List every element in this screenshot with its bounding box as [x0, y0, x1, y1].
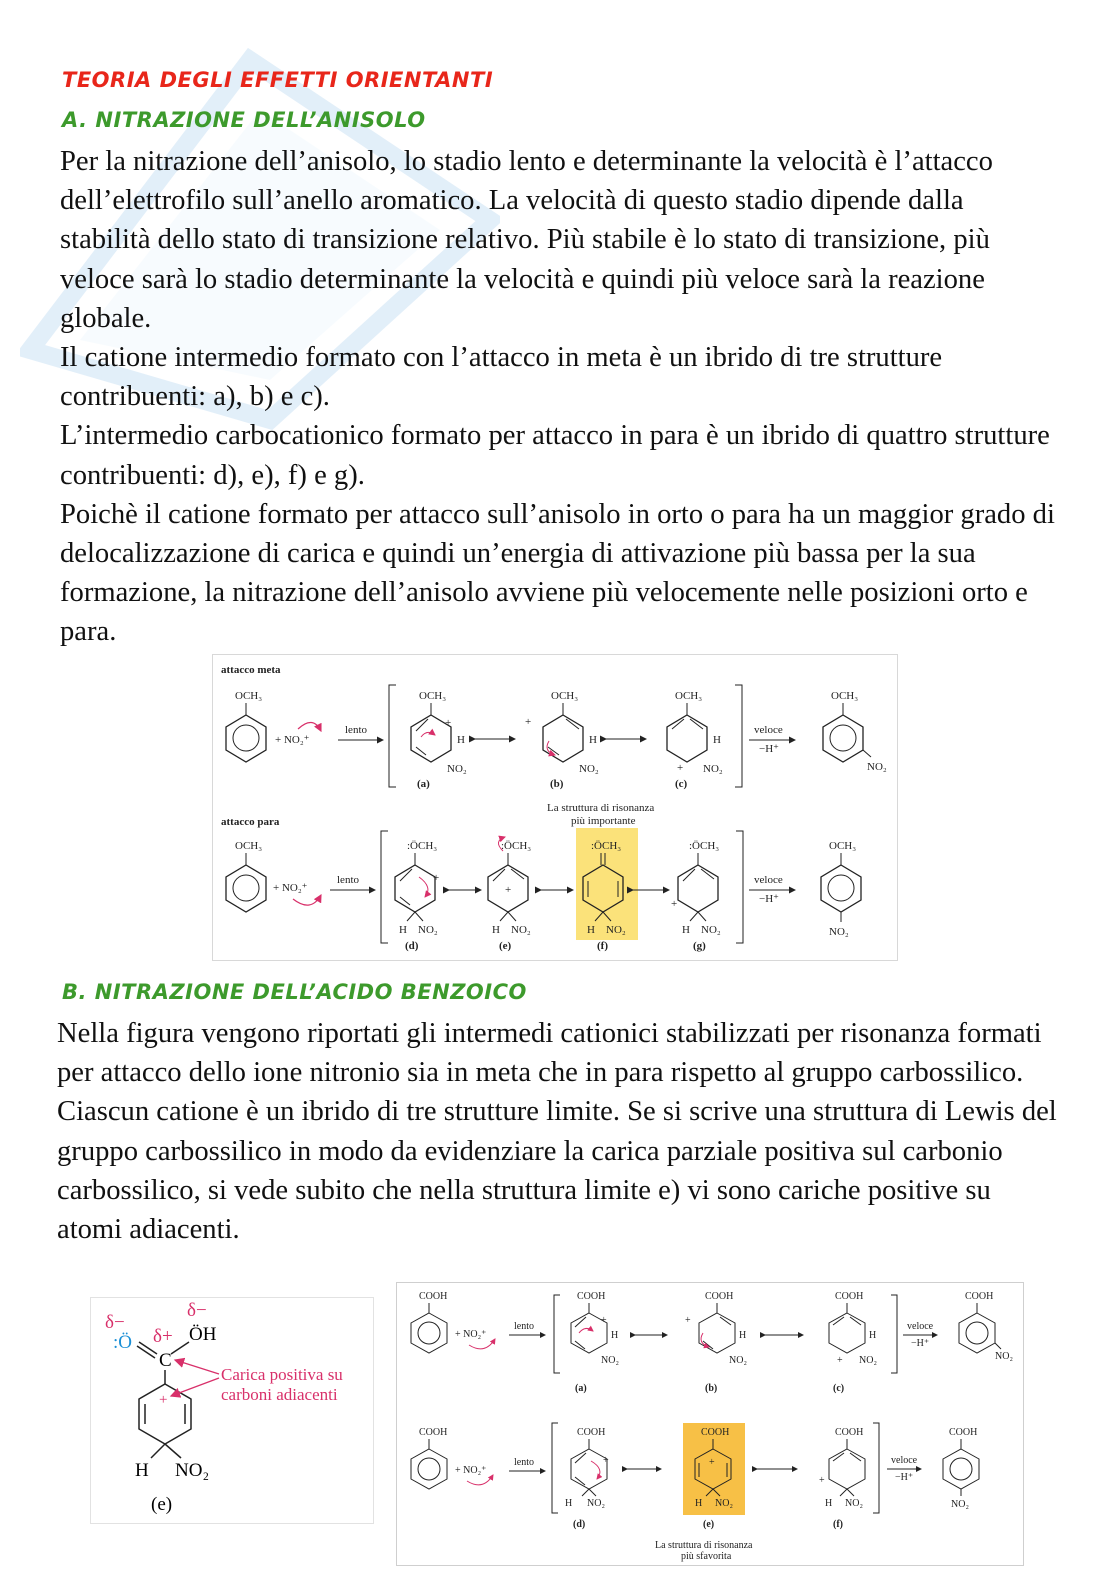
svg-text:+: +: [819, 1475, 825, 1486]
benzoic-acid-nitration-figure: [396, 1282, 1024, 1566]
tag-g: (g): [693, 940, 706, 952]
svg-text:H: H: [492, 924, 500, 936]
section-a-heading: A. NITRAZIONE DELL’ANISOLO: [62, 108, 426, 132]
reagent-label: + NO₂⁺: [275, 734, 310, 746]
curved-arrow-icon: [298, 722, 321, 731]
page-title: TEORIA DEGLI EFFETTI ORIENTANTI: [62, 68, 494, 92]
svg-text::ÖCH₃: :ÖCH₃: [591, 840, 622, 852]
tag-d: (d): [573, 1519, 586, 1530]
important-note: più importante: [571, 815, 636, 827]
section-a-text: [60, 142, 1060, 652]
bracket-icon: [552, 1423, 558, 1513]
svg-text:NO₂: NO₂: [606, 924, 626, 936]
svg-text:OCH₃: OCH₃: [829, 840, 857, 852]
svg-text:+: +: [159, 1392, 168, 1408]
svg-text:−H⁺: −H⁺: [911, 1338, 930, 1349]
svg-text:lento: lento: [337, 874, 359, 886]
para-product: [821, 840, 861, 938]
delta-minus-label: δ−: [187, 1300, 207, 1321]
svg-text:NO₂: NO₂: [867, 761, 887, 773]
hydrogen-label: H: [135, 1460, 149, 1481]
bracket-icon: [891, 1295, 897, 1373]
svg-text:COOH: COOH: [965, 1291, 994, 1302]
tag-a: (a): [575, 1383, 587, 1394]
svg-text:veloce: veloce: [891, 1455, 918, 1466]
svg-text:H: H: [869, 1330, 877, 1341]
svg-text:OCH₃: OCH₃: [675, 690, 703, 702]
benzoic-reactant-meta: [411, 1291, 447, 1353]
svg-text:H: H: [739, 1330, 747, 1341]
fast-label: veloce: [754, 724, 783, 736]
section-b-paragraph: Nella figura vengono riportati gli intermedi cationici stabilizzati per risonanza formati per attacco dello ione nitronio sia in meta che in para rispetto al gruppo carbossilico. Ciascun catione è un ibrido di tre strutture limite. Se si scrive una struttura di Lewis del gruppo carbossilico in modo da evidenziare la carica parziale positiva sul carbonio carbossilico, si vede subito che nella struttura limite e) vi sono cariche positive su atomi adiacenti.: [57, 1018, 1057, 1246]
bracket-icon: [873, 1423, 879, 1513]
tag-f: (f): [597, 940, 608, 952]
tag-d: (d): [405, 940, 419, 952]
curved-arrow-icon: [293, 895, 321, 905]
svg-text:+ NO₂⁺: + NO₂⁺: [273, 882, 308, 894]
svg-text:+: +: [671, 898, 678, 910]
svg-text:COOH: COOH: [419, 1427, 448, 1438]
section-b-text: [57, 1014, 1062, 1249]
structure-d: [565, 1427, 609, 1530]
svg-text:H: H: [457, 734, 465, 746]
structure-a: [571, 1291, 619, 1394]
meta-product: [959, 1291, 1013, 1362]
svg-text:H: H: [682, 924, 690, 936]
structure-a: [411, 690, 467, 790]
svg-text:NO₂: NO₂: [859, 1355, 877, 1366]
svg-text:COOH: COOH: [835, 1291, 864, 1302]
section-a-paragraph: Per la nitrazione dell’anisolo, lo stadio lento e determinante la velocità è l’attacco dell’elettrofilo sull’anello aromatico. La velocità di questo stadio dipende dalla stabilità dello stato di transizione relativo. Più stabile è lo stato di transizione, più veloce sarà lo stadio determinante la velocità e quindi più veloce sarà la reazione globale.: [60, 146, 993, 334]
anisole-reactant-para: [226, 840, 266, 912]
svg-text:COOH: COOH: [577, 1427, 606, 1438]
tag-a: (a): [417, 778, 430, 790]
svg-text:NO₂: NO₂: [418, 924, 438, 936]
svg-text:NO₂: NO₂: [715, 1498, 733, 1509]
svg-text:veloce: veloce: [754, 874, 783, 886]
svg-text:NO₂: NO₂: [701, 924, 721, 936]
svg-text:H: H: [713, 734, 721, 746]
svg-text:+: +: [445, 717, 452, 729]
svg-text::ÖCH₃: :ÖCH₃: [501, 840, 532, 852]
svg-text::ÖCH₃: :ÖCH₃: [689, 840, 720, 852]
anisole-reactant-meta: [226, 690, 266, 762]
attacco-meta-label: attacco meta: [221, 664, 281, 676]
svg-text:+: +: [433, 872, 440, 884]
tag-e: (e): [499, 940, 512, 952]
lewis-structure-figure: [90, 1297, 374, 1524]
structure-g: [671, 840, 721, 952]
svg-text:+: +: [603, 1455, 609, 1466]
tag-b: (b): [550, 778, 564, 790]
svg-text:−H⁺: −H⁺: [759, 893, 779, 905]
svg-text:+: +: [685, 1315, 691, 1326]
svg-text:COOH: COOH: [835, 1427, 864, 1438]
svg-text:+: +: [709, 1457, 715, 1468]
svg-text:OCH₃: OCH₃: [551, 690, 579, 702]
svg-text:COOH: COOH: [949, 1427, 978, 1438]
svg-text:+: +: [505, 884, 512, 896]
svg-text:OCH₃: OCH₃: [235, 690, 263, 702]
carboxyl-carbon: C: [159, 1350, 172, 1371]
svg-text:+: +: [677, 762, 684, 774]
svg-text:veloce: veloce: [907, 1321, 934, 1332]
bracket-icon: [389, 685, 396, 787]
delta-plus-label: δ+: [153, 1326, 173, 1347]
svg-text:+: +: [837, 1355, 843, 1366]
svg-text:NO₂: NO₂: [601, 1355, 619, 1366]
annotation-text: Carica positiva su: [221, 1365, 343, 1384]
structure-b: [525, 690, 599, 790]
tag-f: (f): [833, 1519, 843, 1530]
svg-text:H: H: [589, 734, 597, 746]
section-a-paragraph: Poichè il catione formato per attacco sull’anisolo in orto o para ha un maggior grado di delocalizzazione di carica e quindi un’energia di attivazione più bassa per la sua formazione, la nitrazione dell’anisolo avviene più velocemente nelle posizioni orto e para.: [60, 498, 1055, 648]
meta-product: [823, 690, 887, 773]
svg-text:NO₂: NO₂: [729, 1355, 747, 1366]
structure-e: [488, 837, 531, 952]
svg-text:NO₂: NO₂: [703, 763, 723, 775]
svg-text:NO₂: NO₂: [587, 1498, 605, 1509]
svg-text:lento: lento: [514, 1457, 534, 1468]
nitro-label: NO₂: [175, 1460, 210, 1481]
svg-text:+ NO₂⁺: + NO₂⁺: [455, 1329, 487, 1340]
bracket-icon: [736, 831, 743, 943]
minus-h-label: −H⁺: [759, 743, 779, 755]
tag-e: (e): [151, 1494, 173, 1515]
svg-text:+: +: [525, 716, 532, 728]
hydroxyl-group: ÖH: [189, 1324, 217, 1345]
pointer-arrow-icon: [171, 1378, 219, 1396]
svg-text:H: H: [611, 1330, 619, 1341]
svg-text:H: H: [825, 1498, 833, 1509]
structure-f: [819, 1427, 865, 1530]
svg-text:NO₂: NO₂: [511, 924, 531, 936]
section-b-heading: B. NITRAZIONE DELL’ACIDO BENZOICO: [62, 980, 527, 1004]
delta-minus-label: δ−: [105, 1312, 125, 1333]
svg-text:H: H: [399, 924, 407, 936]
svg-text:H: H: [565, 1498, 573, 1509]
svg-text:OCH₃: OCH₃: [235, 840, 263, 852]
svg-text:NO₂: NO₂: [845, 1498, 863, 1509]
svg-text:COOH: COOH: [419, 1291, 448, 1302]
section-a-paragraph: Il catione intermedio formato con l’attacco in meta è un ibrido di tre strutture contribuenti: a), b) e c).: [60, 342, 943, 413]
para-product: [943, 1427, 979, 1510]
svg-text:NO₂: NO₂: [995, 1351, 1013, 1362]
svg-text:+: +: [601, 1315, 607, 1326]
svg-text:NO₂: NO₂: [951, 1499, 969, 1510]
tag-c: (c): [833, 1383, 845, 1394]
section-a-paragraph: L’intermedio carbocationico formato per attacco in para è un ibrido di quattro strutture contribuenti: d), e), f) e g).: [60, 420, 1050, 491]
svg-text:H: H: [587, 924, 595, 936]
pointer-arrow-icon: [175, 1360, 219, 1374]
structure-b: [685, 1291, 747, 1394]
bracket-icon: [735, 685, 742, 787]
slow-label: lento: [345, 724, 367, 736]
structure-d: [395, 840, 439, 952]
carbonyl-oxygen: :Ö: [113, 1332, 132, 1353]
svg-text:+ NO₂⁺: + NO₂⁺: [455, 1465, 487, 1476]
svg-text:NO₂: NO₂: [447, 763, 467, 775]
structure-c: [829, 1291, 877, 1394]
svg-text:OCH₃: OCH₃: [831, 690, 859, 702]
tag-c: (c): [675, 778, 688, 790]
svg-text:COOH: COOH: [705, 1291, 734, 1302]
benzoic-reactant-para: [411, 1427, 447, 1489]
svg-text:NO₂: NO₂: [579, 763, 599, 775]
bracket-icon: [554, 1295, 560, 1373]
curved-arrow-icon: [469, 1339, 495, 1349]
svg-text:COOH: COOH: [701, 1427, 730, 1438]
favored-note: più sfavorita: [681, 1551, 732, 1562]
favored-note: La struttura di risonanza: [655, 1540, 753, 1551]
annotation-text: carboni adiacenti: [221, 1385, 338, 1404]
svg-text:OCH₃: OCH₃: [419, 690, 447, 702]
svg-text:COOH: COOH: [577, 1291, 606, 1302]
svg-text:NO₂: NO₂: [829, 926, 849, 938]
svg-text:−H⁺: −H⁺: [895, 1472, 914, 1483]
bracket-icon: [381, 831, 388, 943]
important-note: La struttura di risonanza: [547, 802, 655, 814]
structure-c: [667, 690, 723, 790]
tag-b: (b): [705, 1383, 718, 1394]
curved-arrow-icon: [467, 1475, 493, 1485]
svg-text:H: H: [695, 1498, 703, 1509]
attacco-para-label: attacco para: [221, 816, 280, 828]
anisole-nitration-figure: [212, 654, 898, 961]
tag-e: (e): [703, 1519, 715, 1530]
svg-text:lento: lento: [514, 1321, 534, 1332]
svg-text::ÖCH₃: :ÖCH₃: [407, 840, 438, 852]
